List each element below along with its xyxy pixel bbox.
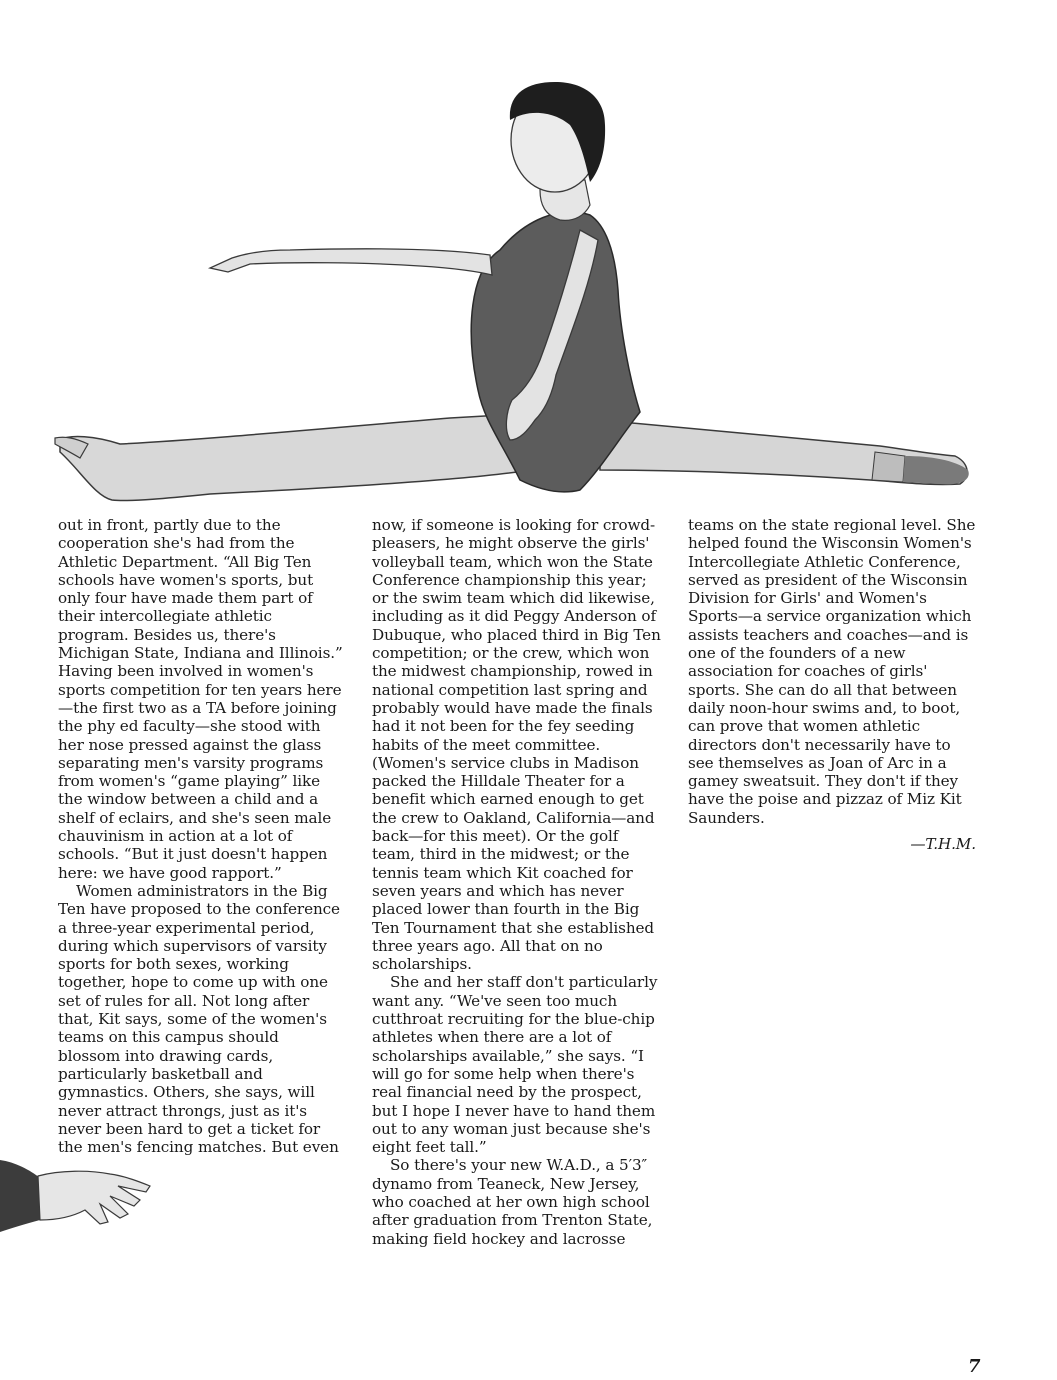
- column-1-paragraph-1: out in front, partly due to the cooperation she's had from the Athletic Department. “All Big Ten schools have women's sports, but only four have made them part of their intercollegiate athletic program. Besides us, there's Michigan State, Indiana and Illinois.” Having been involved in women's sports competition for ten years here—the first two as a TA before joining the phy ed faculty—she stood with her nose pressed against the glass separating men's varsity programs from women's “game playing” like the window between a child and a shelf of eclairs, and she's seen male chauvinism in action at a lot of schools. “But it just doesn't happen here: we have good rapport.”: [58, 516, 343, 882]
- reaching-hand-photo: [0, 1140, 160, 1250]
- page-number: 7: [968, 1356, 981, 1377]
- article-column-2: [372, 516, 662, 1248]
- photo-left-arm: [210, 249, 492, 275]
- column-3-paragraph-1: teams on the state regional level. She helped found the Wisconsin Women's Intercollegiate Athletic Conference, served as president of the Wisconsin Division for Girls' and Women's Sports—a service organization which assists teachers and coaches—and is one of the founders of a new association for coaches of girls' sports. She can do all that between daily noon-hour swims and, to boot, can prove that women athletic directors don't necessarily have to see themselves as Joan of Arc in a gamey sweatsuit. They don't if they have the poise and pizzaz of Miz Kit Saunders.: [688, 516, 976, 827]
- gymnast-split-photo: [0, 0, 1057, 510]
- article-column-1: [58, 516, 345, 1156]
- photo-left-leg: [60, 414, 530, 501]
- column-2-paragraph-2: She and her staff don't particularly want any. “We've seen too much cutthroat recruiting for the blue-chip athletes when there are a lot of scholarships available,” she says. “I will go for some help when there's real financial need by the prospect, but I hope I never have to hand them out to any woman just because she's eight feet tall.”: [372, 973, 658, 1157]
- column-2-paragraph-1: now, if someone is looking for crowd-pleasers, he might observe the girls' volleyball team, which won the State Conference championship this year; or the swim team which did likewise, including as it did Peggy Anderson of Dubuque, who placed third in Big Ten competition; or the crew, which won the midwest championship, rowed in national competition last spring and probably would have made the finals had it not been for the fey seeding habits of the meet committee. (Women's service clubs in Madison packed the Hilldale Theater for a benefit which earned enough to get the crew to Oakland, California—and back—for this meet). Or the golf team, third in the midwest; or the tennis team which Kit coached for seven years and which has never placed lower than fourth in the Big Ten Tournament that she established three years ago. All that on no scholarships.: [372, 516, 661, 974]
- article-column-3: [688, 516, 978, 853]
- column-1-paragraph-2: Women administrators in the Big Ten have proposed to the conference a three-year experimental period, during which supervisors of varsity sports for both sexes, working together, hope to come up with one set of rules for all. Not long after that, Kit says, some of the women's teams on this campus should blossom into drawing cards, particularly basketball and gymnastics. Others, she says, will never attract throngs, just as it's never been hard to get a ticket for the men's fencing matches. But even: [58, 881, 340, 1157]
- column-2-paragraph-3: So there's your new W.A.D., a 5′3″ dynamo from Teaneck, New Jersey, who coached at her own high school after graduation from Trenton State, making field hockey and lacrosse: [372, 1156, 653, 1248]
- author-signature: —T.H.M.: [910, 835, 976, 854]
